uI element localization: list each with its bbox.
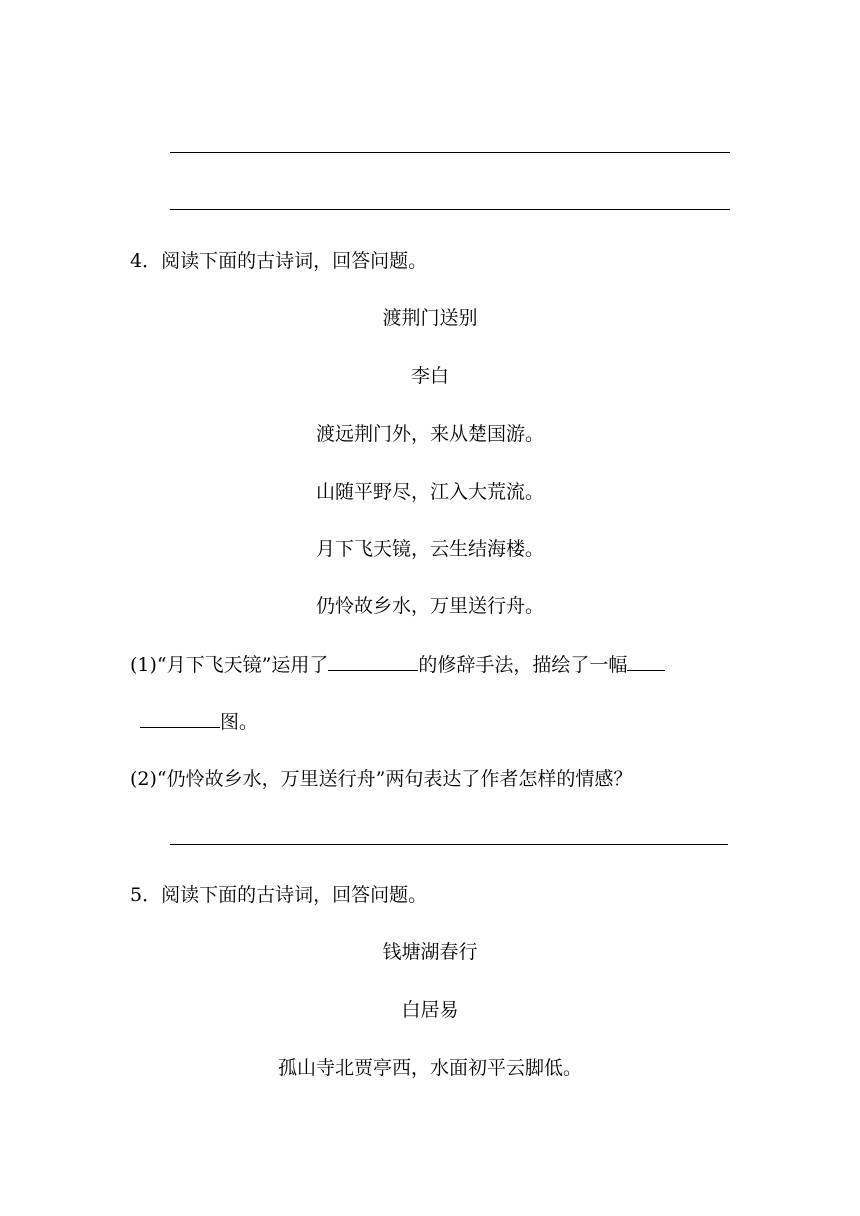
poem-line: 山随平野尽，江入大荒流。 (315, 481, 544, 503)
poem-line: 月下飞天镜，云生结海楼。 (315, 538, 544, 560)
sub-question-1-continued (140, 709, 258, 734)
answer-line (170, 209, 730, 210)
question-4-prompt: 4．阅读下面的古诗词，回答问题。 (130, 250, 428, 272)
sub-question-1-text-a: (1)“月下飞天镜”运用了 (130, 654, 329, 676)
poem-line: 仍怜故乡水，万里送行舟。 (315, 595, 544, 617)
sub-question-1 (130, 652, 665, 677)
poem-author: 李白 (410, 365, 449, 387)
poem-title: 钱塘湖春行 (382, 941, 478, 963)
poem-line: 孤山寺北贾亭西，水面初平云脚低。 (277, 1057, 582, 1079)
sub-question-1-text-c: 图。 (220, 711, 259, 733)
poem-line: 渡远荆门外，来从楚国游。 (315, 423, 544, 445)
answer-blank[interactable] (140, 709, 220, 728)
answer-line (170, 152, 730, 153)
answer-blank[interactable] (328, 652, 418, 671)
answer-blank[interactable] (627, 652, 665, 671)
poem-author: 白居易 (401, 999, 459, 1021)
question-5-prompt: 5．阅读下面的古诗词，回答问题。 (130, 884, 428, 906)
sub-question-2: (2)“仍怜故乡水，万里送行舟”两句表达了作者怎样的情感？ (130, 768, 633, 790)
poem-title: 渡荆门送别 (382, 307, 478, 329)
sub-question-1-text-b: 的修辞手法，描绘了一幅 (418, 654, 628, 676)
answer-line (170, 844, 728, 845)
